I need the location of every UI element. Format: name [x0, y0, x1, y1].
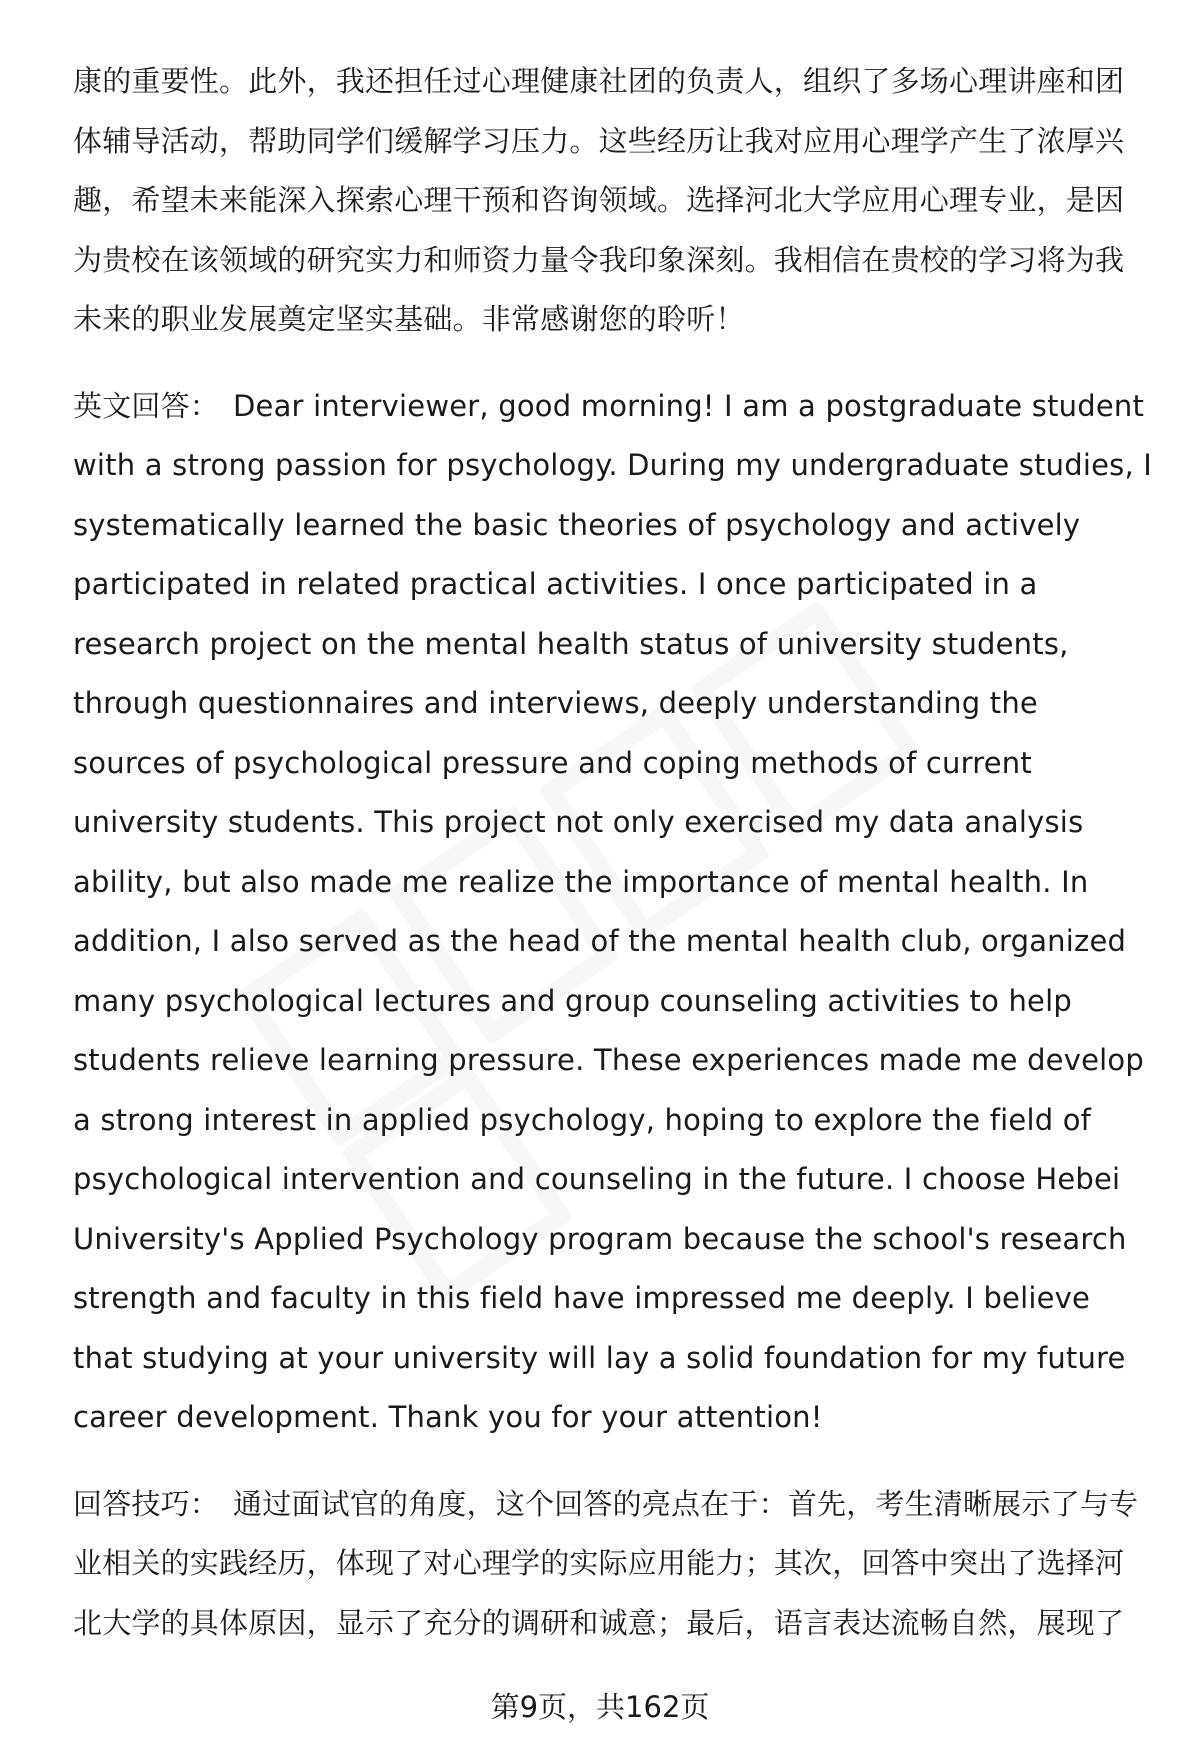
page-footer	[0, 1685, 1200, 1726]
paragraph-answer-tips	[73, 1475, 1153, 1654]
tips-label: 回答技巧：	[73, 1486, 220, 1521]
page-indicator: 第9页，共162页	[490, 1690, 710, 1724]
document-body	[73, 52, 1153, 1653]
paragraph-text: 康的重要性。此外，我还担任过心理健康社团的负责人，组织了多场心理讲座和团体辅导活动，帮助同学们缓解学习压力。这些经历让我对应用心理学产生了浓厚兴趣，希望未来能深入探索心理干预和咨询领域。选择河北大学应用心理专业，是因为贵校在该领域的研究实力和师资力量令我印象深刻。我相信在贵校的学习将为我未来的职业发展奠定坚实基础。非常感谢您的聆听！	[73, 64, 1125, 336]
paragraph-chinese-answer-end	[73, 52, 1153, 350]
paragraph-english-answer	[73, 377, 1153, 1448]
tips-text: 通过面试官的角度，这个回答的亮点在于：首先，考生清晰展示了与专业相关的实践经历，体现了对心理学的实际应用能力；其次，回答中突出了选择河北大学的具体原因，显示了充分的调研和诚意；最后，语言表达流畅自然，展现了	[73, 1486, 1139, 1640]
english-answer-text: Dear interviewer, good morning! I am a postgraduate student with a strong passion for psychology. During my undergraduate studies, I systematically learned the basic theories of psychology and actively participated in related practical activities. I once participated in a research project on the mental health status of university students, through questionnaires and interviews, deeply understanding the sources of psychological pressure and coping methods of current university students. This project not only exercised my data analysis ability, but also made me realize the importance of mental health. In addition, I also served as the head of the mental health club, organized many psychological lectures and group counseling activities to help students relieve learning pressure. These experiences made me develop a strong interest in applied psychology, hoping to explore the field of psychological intervention and counseling in the future. I choose Hebei University's Applied Psychology program because the school's research strength and faculty in this field have impressed me deeply. I believe that studying at your university will lay a solid foundation for my future career development. Thank you for your attention!	[73, 388, 1153, 1434]
english-answer-label: 英文回答：	[73, 388, 220, 423]
